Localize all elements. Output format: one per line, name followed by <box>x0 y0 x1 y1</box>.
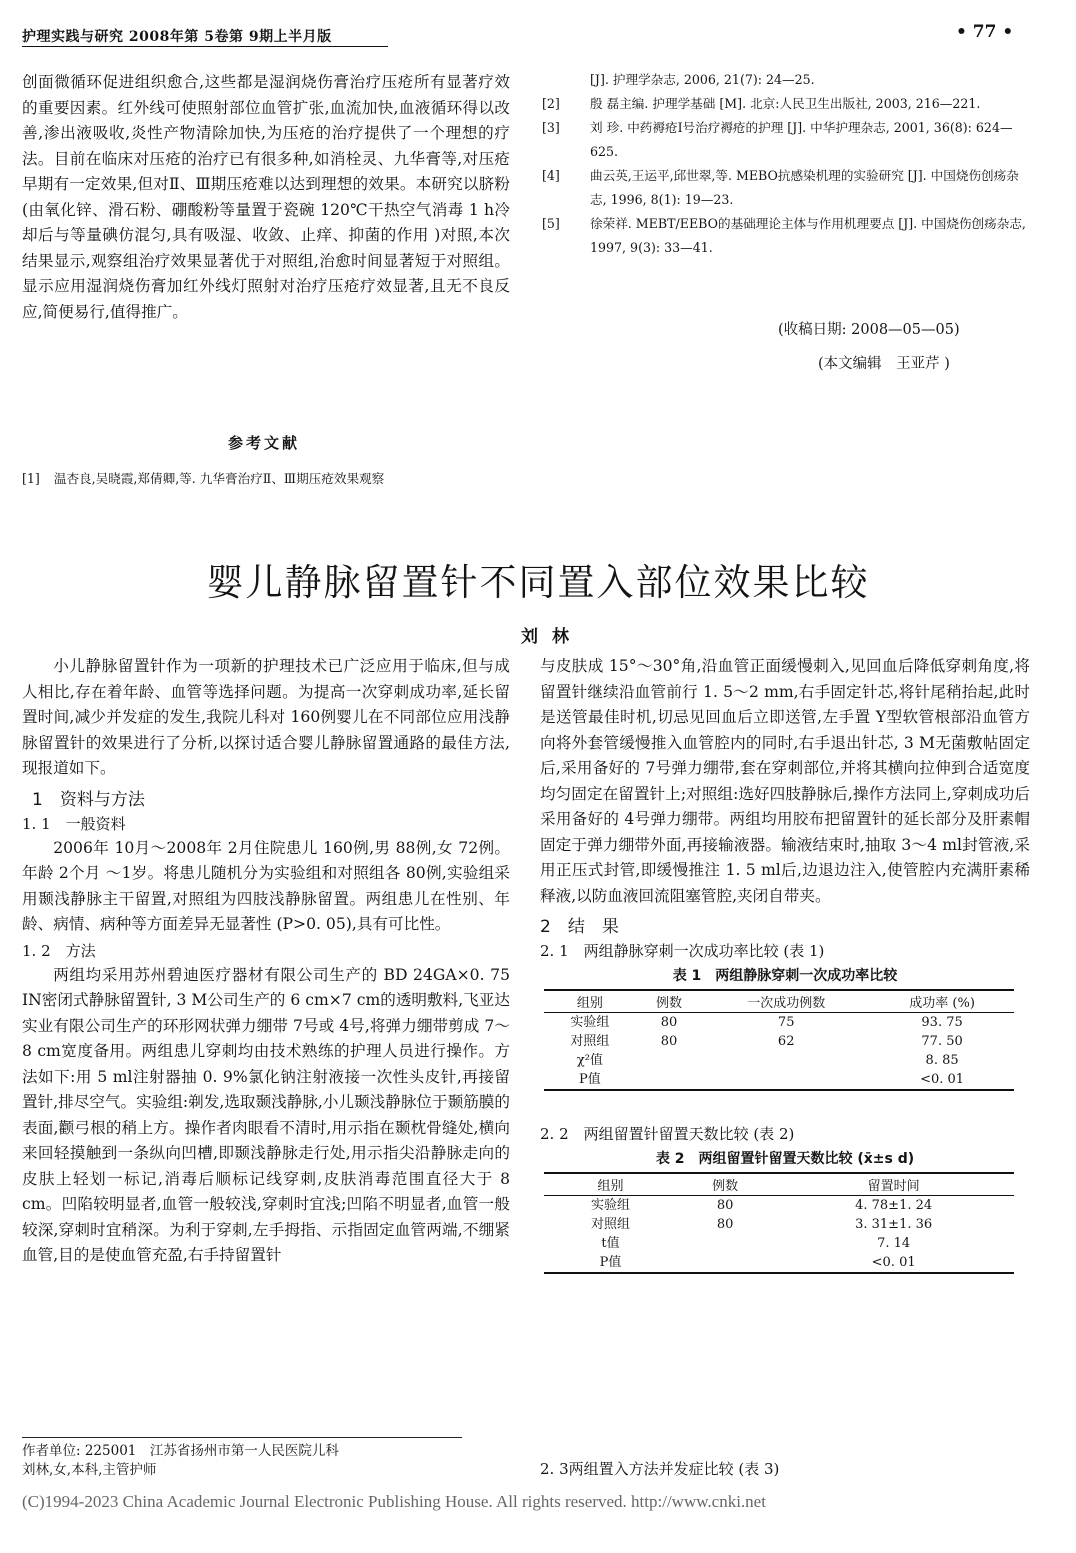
table-1-header: 一次成功例数 <box>702 990 870 1013</box>
page-number: • 77 • <box>956 22 1014 42</box>
references-title: 参考文献 <box>228 434 301 452</box>
section-1-2-paragraph: 两组均采用苏州碧迪医疗器材有限公司生产的 BD 24GA×0. 75 IN密闭式静脉留置针, 3 M公司生产的 6 cm×7 cm的透明敷料,飞亚达实业有限公司生产的环形网状弹力绷带 7号或 4号,将弹力绷带剪成 7～8 cm宽度备用。两组患儿穿刺均由技术熟练的护理人员进行操作。方法如下:用 5 ml注射器抽 0. 9%氯化钠注射液接一次性头皮针,再接留置针,排尽空气。实验组:剃发,选取颞浅静脉,小儿颞浅静脉位于颞筋膜的表面,颧弓根的稍上方。操作者肉眼看不清时,用示指在颞枕骨缝处,横向来回轻摸触到一条纵向凹槽,即颞浅静脉走行处,用示指尖沿静脉走向的皮肤上轻划一标记,消毒后顺标记线穿刺,皮肤消毒范围直径大于 8 cm。凹陷较明显者,血管一般较浅,穿刺时宜浅;凹陷不明显者,血管一般较深,穿刺时宜稍深。为利于穿刺,左手拇指、示指固定血管两端,不绷紧血管,目的是使血管充盈,右手持留置针 <box>22 965 510 1264</box>
intro-paragraph: 小儿静脉留置针作为一项新的护理技术已广泛应用于临床,但与成人相比,存在着年龄、血管等选择问题。为提高一次穿刺成功率,延长留置时间,减少并发症的发生,我院儿科对 160例婴儿在不同部位应用浅静脉留置针的效果进行了分析,以探讨适合婴儿静脉留置通路的最佳方法,现报道如下。 <box>22 657 510 777</box>
table-2-header: 留置时间 <box>773 1173 1014 1196</box>
table-row: 实验组 80 4. 78±1. 24 <box>591 1198 933 1213</box>
author-info: 刘林,女,本科,主管护师 <box>22 1462 157 1478</box>
journal-header: 护理实践与研究 2008年第 5卷第 9期上半月版 <box>22 29 332 45</box>
table-1-caption: 表 1 两组静脉穿刺一次成功率比较 <box>672 968 898 984</box>
reference-1 <box>22 468 522 487</box>
references-list <box>540 68 1030 260</box>
author-affiliation: 作者单位: 225001 江苏省扬州市第一人民医院儿科 <box>22 1443 339 1459</box>
table-row: 对照组 80 62 77. 50 <box>570 1034 963 1049</box>
section-1-1-heading: 1. 1 一般资料 <box>22 814 126 833</box>
article-author: 刘林 <box>521 627 583 647</box>
table-1-header: 例数 <box>636 990 702 1013</box>
table-1-header: 组别 <box>544 990 636 1013</box>
table-row: 对照组 80 3. 31±1. 36 <box>591 1217 933 1232</box>
reference-4: [4] 曲云英,王运平,邱世翠,等. MEBO抗感染机理的实验研究 [J]. 中国烧伤创疡杂志, 1996, 8(1): 19—23. <box>542 168 1019 207</box>
reference-2: [2] 殷 磊主编. 护理学基础 [M]. 北京:人民卫生出版社, 2003, 216—221. <box>542 96 981 111</box>
table-1-header: 成功率 (%) <box>870 990 1014 1013</box>
article-title: 婴儿静脉留置针不同置入部位效果比较 <box>206 561 870 604</box>
table-2-header: 组别 <box>544 1173 677 1196</box>
author-footnote <box>22 1442 339 1480</box>
section-2-2-heading: 2. 2 两组留置针留置天数比较 (表 2) <box>540 1125 795 1143</box>
table-row: χ²值 8. 85 <box>576 1053 959 1068</box>
table-2-header: 例数 <box>677 1173 773 1196</box>
reference-1-num: [1] <box>22 471 40 486</box>
editor-note: (本文编辑 王亚芹 ) <box>818 356 950 372</box>
received-date: (收稿日期: 2008—05—05) <box>778 322 960 338</box>
section-2-3-heading: 2. 3两组置入方法并发症比较 (表 3) <box>540 1460 780 1478</box>
section-1-heading: 1 资料与方法 <box>32 789 145 810</box>
right-column <box>540 654 1030 1274</box>
section-2-heading: 2 结 果 <box>540 917 619 937</box>
header-rule <box>22 46 388 47</box>
section-1-2-continued: 与皮肤成 15°～30°角,沿血管正面缓慢刺入,见回血后降低穿刺角度,将留置针继续沿血管前行 1. 5～2 mm,右手固定针芯,将针尾稍抬起,此时是送管最佳时机,切忌见回血后立即送管,左手置 Y型软管根部沿血管方向将外套管缓慢推入血管腔内的同时,右手退出针芯, 3 M无菌敷帖固定后,采用备好的 7号弹力绷带,套在穿刺部位,并将其横向拉伸到合适宽度均匀固定在留置针上;对照组:选好四肢静脉后,操作方法同上,穿刺成功后采用备好的 4号弹力绷带。两组均用胶布把留置针的延长部分及肝素帽固定于弹力绷带外面,再接输液器。输液结束时,抽取 3～4 ml封管液,采用正压式封管,即缓慢推注 1. 5 ml后,边退边注入,使管腔内充满肝素稀释液,以防血液回流阻塞管腔,夹闭自带夹。 <box>540 657 1030 905</box>
table-2 <box>544 1172 1014 1274</box>
reference-1-cont: [J]. 护理学杂志, 2006, 21(7): 24—25. <box>590 72 815 87</box>
prev-article-body: 创面微循环促进组织愈合,这些都是湿润烧伤膏治疗压疮所有显著疗效的重要因素。红外线可使照射部位血管扩张,血流加快,血液循环得以改善,渗出液吸收,炎性产物清除加快,为压疮的治疗提供了一个理想的疗法。目前在临床对压疮的治疗已有很多种,如消栓灵、九华膏等,对压疮早期有一定效果,但对Ⅱ、Ⅲ期压疮难以达到理想的效果。本研究以脐粉 (由氧化锌、滑石粉、硼酸粉等量置于瓷碗 120℃干热空气消毒 1 h冷却后与等量碘仿混匀,具有吸湿、收敛、止痒、抑菌的作用 )对照,本次结果显示,观察组治疗效果显著优于对照组,治愈时间显著短于对照组。显示应用湿润烧伤膏加红外线灯照射对治疗压疮疗效显著,且无不良反应,简便易行,值得推广。 <box>22 73 510 321</box>
reference-3: [3] 刘 珍. 中药褥疮Ⅰ号治疗褥疮的护理 [J]. 中华护理杂志, 2001, 36(8): 624—625. <box>542 120 1013 159</box>
table-2-caption: 表 2 两组留置针留置天数比较 (x̄±s d) <box>655 1151 915 1167</box>
table-row: t值 7. 14 <box>601 1236 911 1251</box>
section-1-1-paragraph: 2006年 10月～2008年 2月住院患儿 160例,男 88例,女 72例。年龄 2个月 ～1岁。将患儿随机分为实验组和对照组各 80例,实验组采用颞浅静脉主干留置,对照组为四肢浅静脉留置。两组患儿在性别、年龄、病情、病种等方面差异无显著性 (P>0. 05),具有可比性。 <box>22 838 510 933</box>
section-2-1-heading: 2. 1 两组静脉穿刺一次成功率比较 (表 1) <box>540 942 825 960</box>
section-1-2-heading: 1. 2 方法 <box>22 941 96 960</box>
table-row: P值 <0. 01 <box>544 1070 1014 1090</box>
left-column <box>22 654 510 1269</box>
table-1 <box>544 989 1014 1091</box>
table-row: 实验组 80 75 93. 75 <box>570 1015 963 1030</box>
reference-1-text: 温杏良,吴晓霞,郑倩卿,等. 九华膏治疗Ⅱ、Ⅲ期压疮效果观察 <box>53 471 385 486</box>
footnote-rule <box>22 1437 462 1438</box>
copyright-notice: (C)1994-2023 China Academic Journal Electronic Publishing House. All rights reserved. http://www.cnki.net <box>22 1492 766 1511</box>
reference-5: [5] 徐荣祥. MEBT/EEBO的基础理论主体与作用机理要点 [J]. 中国烧伤创疡杂志, 1997, 9(3): 33—41. <box>542 216 1026 255</box>
table-row: P值 <0. 01 <box>544 1253 1014 1273</box>
